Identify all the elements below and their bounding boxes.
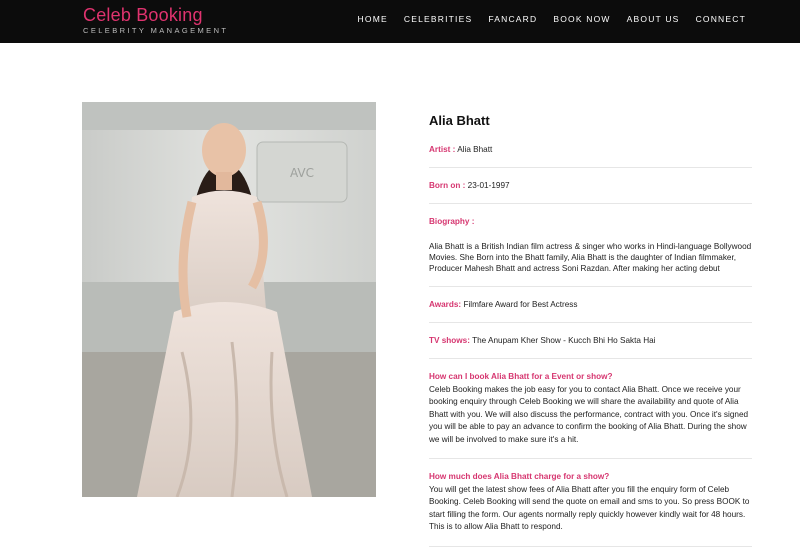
born-label: Born on : — [429, 181, 466, 190]
biography-text: Alia Bhatt is a British Indian film actress & singer who works in Hindi-language Bollywood Movies. She Born into the Bhatt family, Alia Bhatt is the daughter of Indian filmmaker, Producer Mahesh Bhatt and actress Soni Razdan. After making her acting debut — [429, 242, 752, 273]
faq-answer: You will get the latest show fees of Alia Bhatt after you fill the enquiry form of Celeb Booking. Celeb Booking will send the quote on email and sms to you. So press BOOK to start filling the form. Our agents normally reply quickly however kindly wait for 48 hours. This is to allow Alia Bhatt to respond. — [429, 484, 750, 531]
tv-shows-row — [429, 335, 752, 359]
brand-tagline: CELEBRITY MANAGEMENT — [83, 26, 229, 35]
nav-celebrities[interactable]: CELEBRITIES — [403, 14, 473, 24]
awards-row — [429, 299, 752, 323]
born-row — [429, 180, 752, 204]
faq-question: How much does Alia Bhatt charge for a show? — [429, 472, 610, 481]
brand-logo[interactable] — [83, 5, 228, 35]
faq-question: How can I book Alia Bhatt for a Event or show? — [429, 372, 613, 381]
nav-book-now[interactable]: BOOK NOW — [553, 14, 611, 24]
born-value: 23-01-1997 — [467, 181, 510, 190]
tv-shows-label: TV shows: — [429, 336, 470, 345]
tv-shows-value: The Anupam Kher Show - Kucch Bhi Ho Sakta Hai — [472, 336, 656, 345]
nav-home[interactable]: HOME — [357, 14, 388, 24]
site-header — [0, 0, 800, 43]
nav-fancard[interactable]: FANCARD — [488, 14, 538, 24]
nav-connect[interactable]: CONNECT — [695, 14, 746, 24]
celebrity-name: Alia Bhatt — [429, 113, 490, 128]
main-nav — [358, 14, 746, 24]
biography-label: Biography : — [429, 217, 475, 226]
faq-answer: Celeb Booking makes the job easy for you to contact Alia Bhatt. Once we receive your booking enquiry through Celeb Booking we will share the availability and quote of Alia Bhatt with you. We will also discuss the performance, contract with you. Once it's signed you will be able to pay an advance to confirm the booking of Alia Bhatt. During the show we will be involved to make sure it's a hit. — [429, 384, 749, 444]
artist-value: Alia Bhatt — [457, 145, 493, 154]
celebrity-photo — [82, 102, 376, 497]
artist-label: Artist : — [429, 145, 456, 154]
artist-row — [429, 144, 752, 168]
awards-value: Filmfare Award for Best Actress — [463, 300, 578, 309]
faq-item — [429, 471, 752, 547]
nav-about-us[interactable]: ABOUT US — [626, 14, 680, 24]
celebrity-photo-illustration — [82, 102, 376, 497]
biography-row — [429, 216, 752, 287]
svg-text:AVC: AVC — [289, 166, 315, 180]
awards-label: Awards: — [429, 300, 462, 309]
brand-name[interactable]: Celeb Booking — [83, 5, 203, 25]
celebrity-details — [429, 112, 752, 559]
faq-item — [429, 371, 752, 459]
